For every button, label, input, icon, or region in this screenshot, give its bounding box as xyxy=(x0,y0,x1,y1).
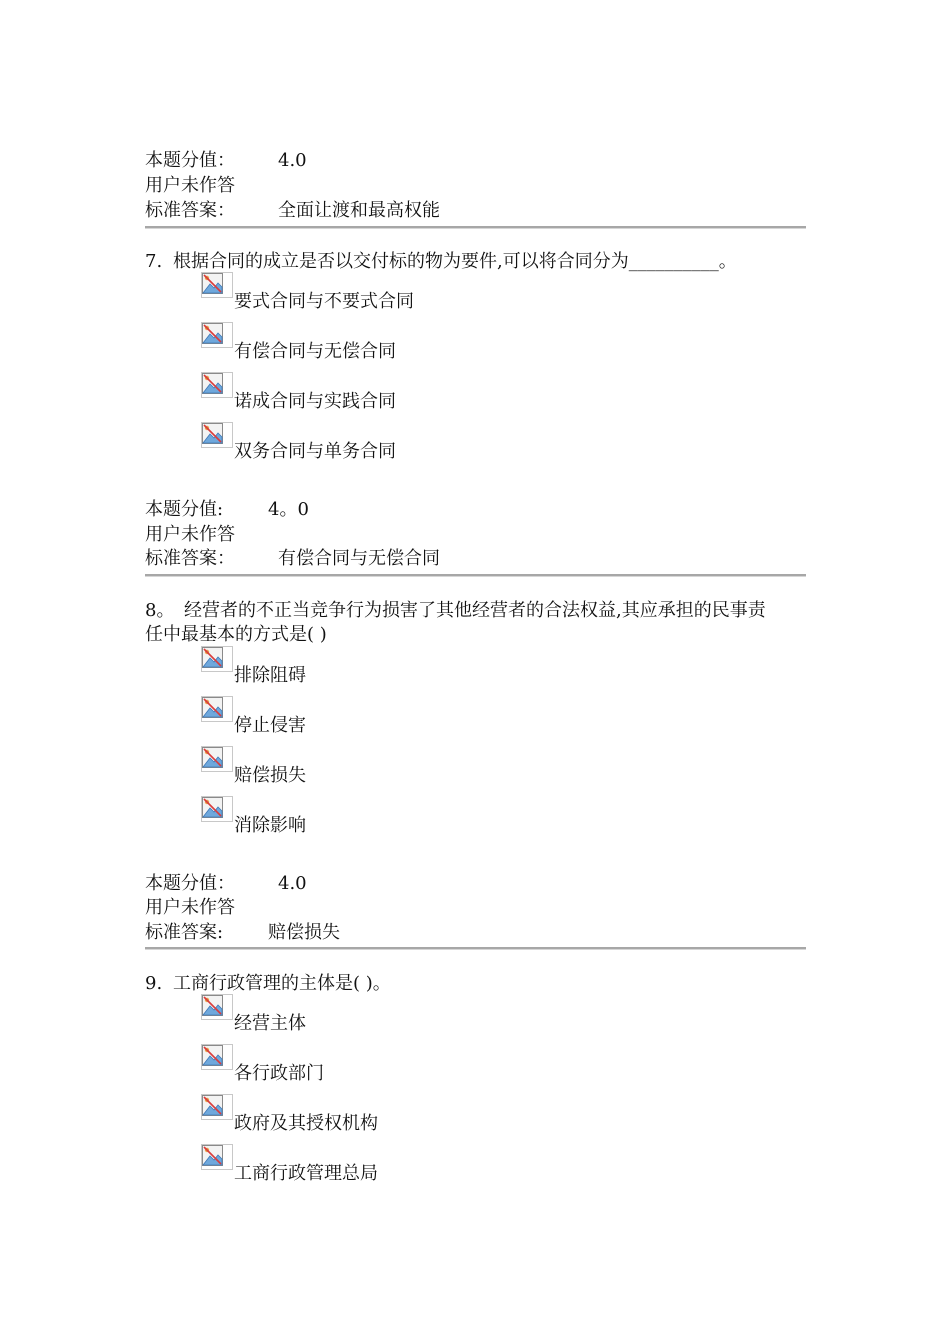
divider xyxy=(145,574,806,577)
score-label: 本题分值： xyxy=(145,150,235,171)
user-status: 用户未作答 xyxy=(145,897,235,918)
answer-value: 赔偿损失 xyxy=(268,922,340,943)
broken-image-icon[interactable] xyxy=(201,422,233,448)
broken-image-icon[interactable] xyxy=(201,796,233,822)
broken-image-icon[interactable] xyxy=(201,994,233,1020)
option-label: 各行政部门 xyxy=(234,1063,324,1084)
option-label: 双务合同与单务合同 xyxy=(234,441,396,462)
option-label: 经营主体 xyxy=(234,1013,306,1034)
question-text: 经营者的不正当竞争行为损害了其他经营者的合法权益,其应承担的民事责 xyxy=(184,600,766,621)
question-number: 7. xyxy=(145,251,163,272)
broken-image-icon[interactable] xyxy=(201,1044,233,1070)
question-text-continued: 任中最基本的方式是( ) xyxy=(145,624,327,645)
broken-image-icon[interactable] xyxy=(201,1144,233,1170)
broken-image-icon[interactable] xyxy=(201,746,233,772)
option-label: 排除阻碍 xyxy=(234,665,306,686)
user-status: 用户未作答 xyxy=(145,524,235,545)
option-label: 要式合同与不要式合同 xyxy=(234,291,414,312)
user-status: 用户未作答 xyxy=(145,175,235,196)
option-label: 诺成合同与实践合同 xyxy=(234,391,396,412)
option-label: 政府及其授权机构 xyxy=(234,1113,378,1134)
question-text: 工商行政管理的主体是( )。 xyxy=(173,973,391,994)
score-value: 4。0 xyxy=(268,499,309,520)
broken-image-icon[interactable] xyxy=(201,322,233,348)
score-value: 4.0 xyxy=(278,873,307,894)
option-label: 停止侵害 xyxy=(234,715,306,736)
score-label: 本题分值: xyxy=(145,499,224,520)
question-number: 9. xyxy=(145,973,163,994)
answer-label: 标准答案： xyxy=(145,548,235,569)
answer-label: 标准答案： xyxy=(145,200,235,221)
option-label: 赔偿损失 xyxy=(234,765,306,786)
broken-image-icon[interactable] xyxy=(201,646,233,672)
answer-label: 标准答案: xyxy=(145,922,224,943)
answer-value: 全面让渡和最高权能 xyxy=(278,200,440,221)
broken-image-icon[interactable] xyxy=(201,696,233,722)
answer-value: 有偿合同与无偿合同 xyxy=(278,548,440,569)
broken-image-icon[interactable] xyxy=(201,372,233,398)
option-label: 有偿合同与无偿合同 xyxy=(234,341,396,362)
divider xyxy=(145,226,806,229)
question-text: 根据合同的成立是否以交付标的物为要件,可以将合同分为__________。 xyxy=(173,251,737,272)
divider xyxy=(145,947,806,950)
option-label: 消除影响 xyxy=(234,815,306,836)
score-value: 4.0 xyxy=(278,150,307,171)
option-label: 工商行政管理总局 xyxy=(234,1163,378,1184)
question-number: 8。 xyxy=(145,600,175,621)
broken-image-icon[interactable] xyxy=(201,1094,233,1120)
broken-image-icon[interactable] xyxy=(201,272,233,298)
score-label: 本题分值： xyxy=(145,873,235,894)
